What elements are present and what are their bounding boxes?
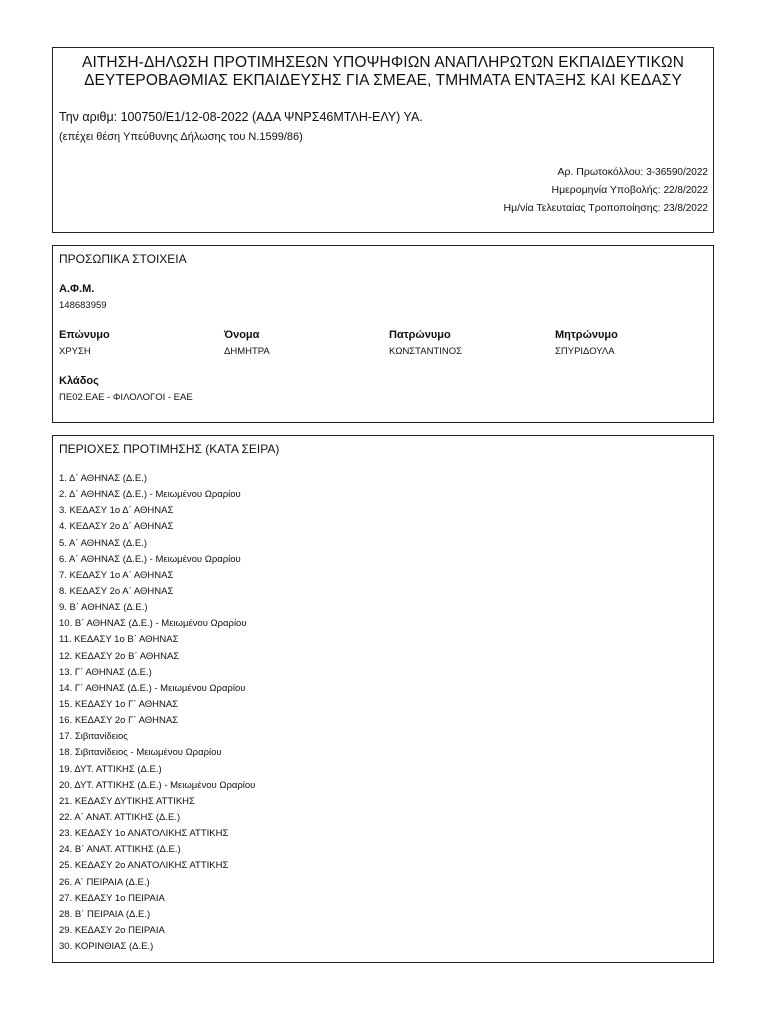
submission-date-value: 22/8/2022	[663, 185, 708, 196]
application-header	[52, 47, 714, 233]
first-name-label: Όνομα	[224, 329, 260, 341]
first-name-value: ΔΗΜΗΤΡΑ	[224, 346, 270, 357]
protocol-number-label: Αρ. Πρωτοκόλλου:	[557, 166, 644, 178]
preference-item: 4. ΚΕΔΑΣΥ 2ο Δ΄ ΑΘΗΝΑΣ	[59, 521, 174, 533]
areas-section-title: ΠΕΡΙΟΧΕΣ ΠΡΟΤΙΜΗΣΗΣ (ΚΑΤΑ ΣΕΙΡΑ)	[59, 442, 280, 456]
surname-value: ΧΡΥΣΗ	[59, 346, 91, 357]
protocol-number-value: 3-36590/2022	[646, 167, 708, 178]
branch-value: ΠΕ02.ΕΑΕ - ΦΙΛΟΛΟΓΟΙ - ΕΑΕ	[59, 392, 193, 403]
preference-item: 5. Α΄ ΑΘΗΝΑΣ (Δ.Ε.)	[59, 537, 148, 549]
preference-areas-section	[52, 435, 714, 963]
preference-item: 27. ΚΕΔΑΣΥ 1ο ΠΕΙΡΑΙΑ	[59, 892, 165, 904]
last-modified-label: Ημ/νία Τελευταίας Τροποποίησης:	[503, 202, 661, 214]
preference-item: 20. ΔΥΤ. ΑΤΤΙΚΗΣ (Δ.Ε.) - Μειωμένου Ωραρίου	[59, 779, 256, 791]
preference-item: 2. Δ΄ ΑΘΗΝΑΣ (Δ.Ε.) - Μειωμένου Ωραρίου	[59, 489, 241, 501]
preference-item: 30. ΚΟΡΙΝΘΙΑΣ (Δ.Ε.)	[59, 941, 154, 953]
preference-item: 9. Β΄ ΑΘΗΝΑΣ (Δ.Ε.)	[59, 602, 148, 614]
document-title	[53, 54, 713, 90]
preference-item: 6. Α΄ ΑΘΗΝΑΣ (Δ.Ε.) - Μειωμένου Ωραρίου	[59, 553, 241, 565]
preference-item: 26. Α΄ ΠΕΙΡΑΙΑ (Δ.Ε.)	[59, 876, 150, 888]
father-name-label: Πατρώνυμο	[389, 329, 451, 341]
declaration-note: (επέχει θέση Υπεύθυνης Δήλωσης του Ν.1599/86)	[59, 131, 303, 143]
preference-item: 11. ΚΕΔΑΣΥ 1ο Β΄ ΑΘΗΝΑΣ	[59, 634, 179, 646]
title-line-2: ΔΕΥΤΕΡΟΒΑΘΜΙΑΣ ΕΚΠΑΙΔΕΥΣΗΣ ΓΙΑ ΣΜΕΑΕ, ΤΜΗΜΑΤΑ ΕΝΤΑΞΗΣ ΚΑΙ ΚΕΔΑΣΥ	[84, 72, 682, 89]
mother-name-value: ΣΠΥΡΙΔΟΥΛΑ	[555, 346, 615, 357]
preference-item: 3. ΚΕΔΑΣΥ 1ο Δ΄ ΑΘΗΝΑΣ	[59, 505, 174, 517]
last-modified-row	[504, 202, 709, 214]
surname-label: Επώνυμο	[59, 329, 110, 341]
preference-item: 28. Β΄ ΠΕΙΡΑΙΑ (Δ.Ε.)	[59, 908, 151, 920]
protocol-number-row	[557, 166, 708, 178]
preference-item: 16. ΚΕΔΑΣΥ 2ο Γ΄ ΑΘΗΝΑΣ	[59, 715, 179, 727]
branch-label: Κλάδος	[59, 375, 99, 387]
preference-item: 15. ΚΕΔΑΣΥ 1ο Γ΄ ΑΘΗΝΑΣ	[59, 698, 179, 710]
preference-item: 8. ΚΕΔΑΣΥ 2ο Α΄ ΑΘΗΝΑΣ	[59, 585, 174, 597]
preference-item: 13. Γ΄ ΑΘΗΝΑΣ (Δ.Ε.)	[59, 666, 152, 678]
preference-item: 29. ΚΕΔΑΣΥ 2ο ΠΕΙΡΑΙΑ	[59, 924, 165, 936]
ministerial-decision-reference	[59, 110, 423, 124]
preference-item: 23. ΚΕΔΑΣΥ 1ο ΑΝΑΤΟΛΙΚΗΣ ΑΤΤΙΚΗΣ	[59, 828, 229, 840]
preference-item: 7. ΚΕΔΑΣΥ 1ο Α΄ ΑΘΗΝΑΣ	[59, 569, 174, 581]
preference-item: 18. Σιβιτανίδειος - Μειωμένου Ωραρίου	[59, 747, 222, 759]
protocol-suffix: ΥΑ.	[400, 110, 423, 124]
protocol-number: 100750/Ε1/12-08-2022 (ΑΔΑ ΨΝΡΣ46ΜΤΛΗ-ΕΛΥ)	[120, 110, 401, 124]
preference-item: 21. ΚΕΔΑΣΥ ΔΥΤΙΚΗΣ ΑΤΤΙΚΗΣ	[59, 795, 195, 807]
preference-item: 10. Β΄ ΑΘΗΝΑΣ (Δ.Ε.) - Μειωμένου Ωραρίου	[59, 618, 247, 630]
preference-list	[59, 471, 255, 955]
preference-item: 24. Β΄ ΑΝΑΤ. ΑΤΤΙΚΗΣ (Δ.Ε.)	[59, 844, 181, 856]
preference-item: 19. ΔΥΤ. ΑΤΤΙΚΗΣ (Δ.Ε.)	[59, 763, 162, 775]
submission-date-row	[551, 184, 708, 196]
protocol-prefix: Την αριθμ:	[59, 110, 121, 124]
afm-value: 148683959	[59, 300, 107, 311]
preference-item: 12. ΚΕΔΑΣΥ 2ο Β΄ ΑΘΗΝΑΣ	[59, 650, 180, 662]
last-modified-value: 23/8/2022	[663, 203, 708, 214]
title-line-1: ΑΙΤΗΣΗ-ΔΗΛΩΣΗ ΠΡΟΤΙΜΗΣΕΩΝ ΥΠΟΨΗΦΙΩΝ ΑΝΑΠΛΗΡΩΤΩΝ ΕΚΠΑΙΔΕΥΤΙΚΩΝ	[82, 54, 684, 71]
preference-item: 22. Α΄ ΑΝΑΤ. ΑΤΤΙΚΗΣ (Δ.Ε.)	[59, 811, 181, 823]
mother-name-label: Μητρώνυμο	[555, 329, 618, 341]
personal-details-section	[52, 245, 714, 423]
submission-date-label: Ημερομηνία Υποβολής:	[551, 184, 661, 196]
afm-label: Α.Φ.Μ.	[59, 283, 95, 295]
preference-item: 25. ΚΕΔΑΣΥ 2ο ΑΝΑΤΟΛΙΚΗΣ ΑΤΤΙΚΗΣ	[59, 860, 229, 872]
father-name-value: ΚΩΝΣΤΑΝΤΙΝΟΣ	[389, 346, 463, 357]
preference-item: 1. Δ΄ ΑΘΗΝΑΣ (Δ.Ε.)	[59, 473, 148, 484]
preference-item: 14. Γ΄ ΑΘΗΝΑΣ (Δ.Ε.) - Μειωμένου Ωραρίου	[59, 682, 246, 694]
personal-section-title: ΠΡΟΣΩΠΙΚΑ ΣΤΟΙΧΕΙΑ	[59, 252, 187, 266]
preference-item: 17. Σιβιτανίδειος	[59, 731, 128, 743]
